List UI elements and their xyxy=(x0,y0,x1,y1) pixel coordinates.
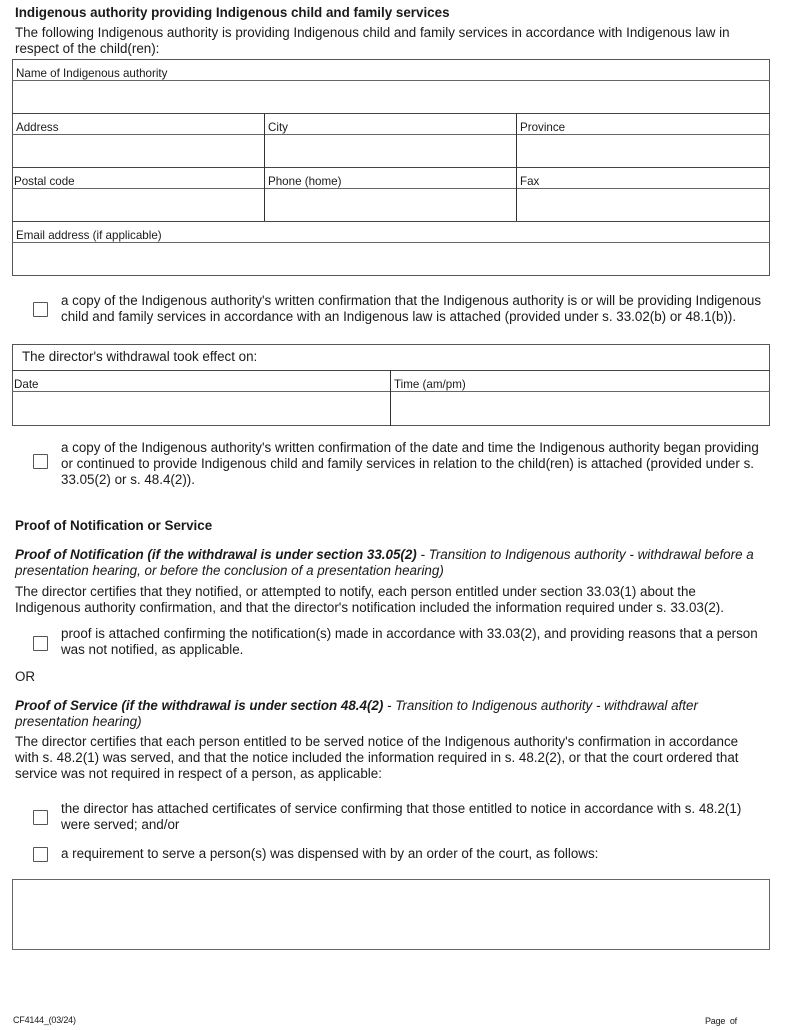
written-confirmation-checkbox[interactable] xyxy=(33,302,48,317)
date-time-confirmation-checkbox[interactable] xyxy=(33,454,48,469)
divider xyxy=(12,188,770,189)
divider xyxy=(12,167,770,168)
or-separator: OR xyxy=(15,669,36,684)
proof-of-notification-title xyxy=(15,547,770,579)
phone-input[interactable] xyxy=(266,190,514,220)
proof-section-heading: Proof of Notification or Service xyxy=(15,518,213,533)
proof-of-notification-title-rest: - Transition to Indigenous authority - withdrawal before a presentation hearing, or before the conclusion of a presentation hearing) xyxy=(15,547,754,578)
proof-of-service-title-rest: - Transition to Indigenous authority - withdrawal after presentation hearing) xyxy=(15,698,698,729)
city-input[interactable] xyxy=(266,136,514,166)
divider xyxy=(264,167,265,221)
divider xyxy=(516,113,517,167)
phone-label: Phone (home) xyxy=(268,175,342,188)
name-label: Name of Indigenous authority xyxy=(16,67,168,80)
divider xyxy=(516,167,517,221)
section-heading-indigenous-authority: Indigenous authority providing Indigenous child and family services xyxy=(15,5,450,20)
section-intro-text: The following Indigenous authority is providing Indigenous child and family services in accordance with Indigenous law in respect of the child(ren): xyxy=(15,25,730,56)
date-label: Date xyxy=(14,378,39,391)
email-label: Email address (if applicable) xyxy=(16,229,162,242)
divider xyxy=(12,134,770,135)
certificates-of-service-text: the director has attached certificates of service confirming that those entitled to notice in accordance with s. 48.2(1) were served; and/or xyxy=(61,801,742,832)
divider xyxy=(12,80,770,81)
province-label: Province xyxy=(520,121,566,134)
proof-of-notification-title-bold: Proof of Notification (if the withdrawal is under section 33.05(2) xyxy=(15,547,417,562)
postal-code-label: Postal code xyxy=(14,175,75,188)
certificates-of-service-checkbox[interactable] xyxy=(33,810,48,825)
withdrawal-heading: The director's withdrawal took effect on: xyxy=(22,349,258,364)
service-dispensed-text: a requirement to serve a person(s) was dispensed with by an order of the court, as follows: xyxy=(61,846,599,861)
form-id: CF4144_(03/24) xyxy=(13,1015,76,1025)
withdrawal-time-input[interactable] xyxy=(392,393,768,424)
service-dispensed-checkbox[interactable] xyxy=(33,847,48,862)
proof-of-service-title xyxy=(15,698,770,730)
page-number: Page of xyxy=(705,1016,737,1026)
notification-proof-checkbox[interactable] xyxy=(33,636,48,651)
fax-input[interactable] xyxy=(518,190,768,220)
fax-label: Fax xyxy=(520,175,540,188)
divider xyxy=(12,391,770,392)
proof-of-service-body: The director certifies that each person entitled to be served notice of the Indigenous authority's confirmation in accordance with s. 48.2(1) was served, and that the notice included the information required in s. 48.2(2), or that the court ordered that service was not required in respect of a person, as applicable: xyxy=(15,734,739,781)
city-label: City xyxy=(268,121,288,134)
proof-of-notification-body: The director certifies that they notified, or attempted to notify, each person entitled under section 33.03(1) about the Indigenous authority confirmation, and that the director's notification included the information required under s. 33.03(2). xyxy=(15,584,724,615)
divider xyxy=(12,242,770,243)
written-confirmation-text: a copy of the Indigenous authority's written confirmation that the Indigenous authority is or will be providing Indigenous child and family services in accordance with an Indigenous law is attached (provided under s. 33.02(b) or 48.1(b)). xyxy=(61,293,762,324)
proof-of-service-title-bold: Proof of Service (if the withdrawal is under section 48.4(2) xyxy=(15,698,384,713)
notification-proof-text: proof is attached confirming the notification(s) made in accordance with 33.03(2), and providing reasons that a person was not notified, as applicable. xyxy=(61,626,758,657)
address-label: Address xyxy=(16,121,59,134)
divider xyxy=(264,113,265,167)
divider xyxy=(12,113,770,114)
divider xyxy=(12,370,770,371)
time-label: Time (am/pm) xyxy=(394,378,466,391)
province-input[interactable] xyxy=(518,136,768,166)
divider xyxy=(390,370,391,426)
email-input[interactable] xyxy=(14,244,768,274)
divider xyxy=(12,221,770,222)
court-order-details-textarea[interactable] xyxy=(12,879,770,950)
authority-name-input[interactable] xyxy=(14,82,768,112)
postal-code-input[interactable] xyxy=(14,190,262,220)
withdrawal-date-input[interactable] xyxy=(14,393,388,424)
date-time-confirmation-text: a copy of the Indigenous authority's written confirmation of the date and time the Indigenous authority began providing or continued to provide Indigenous child and family services in relation to the child(ren) is attached (provided under s. 33.05(2) or s. 48.4(2)). xyxy=(61,440,759,487)
address-input[interactable] xyxy=(14,136,262,166)
